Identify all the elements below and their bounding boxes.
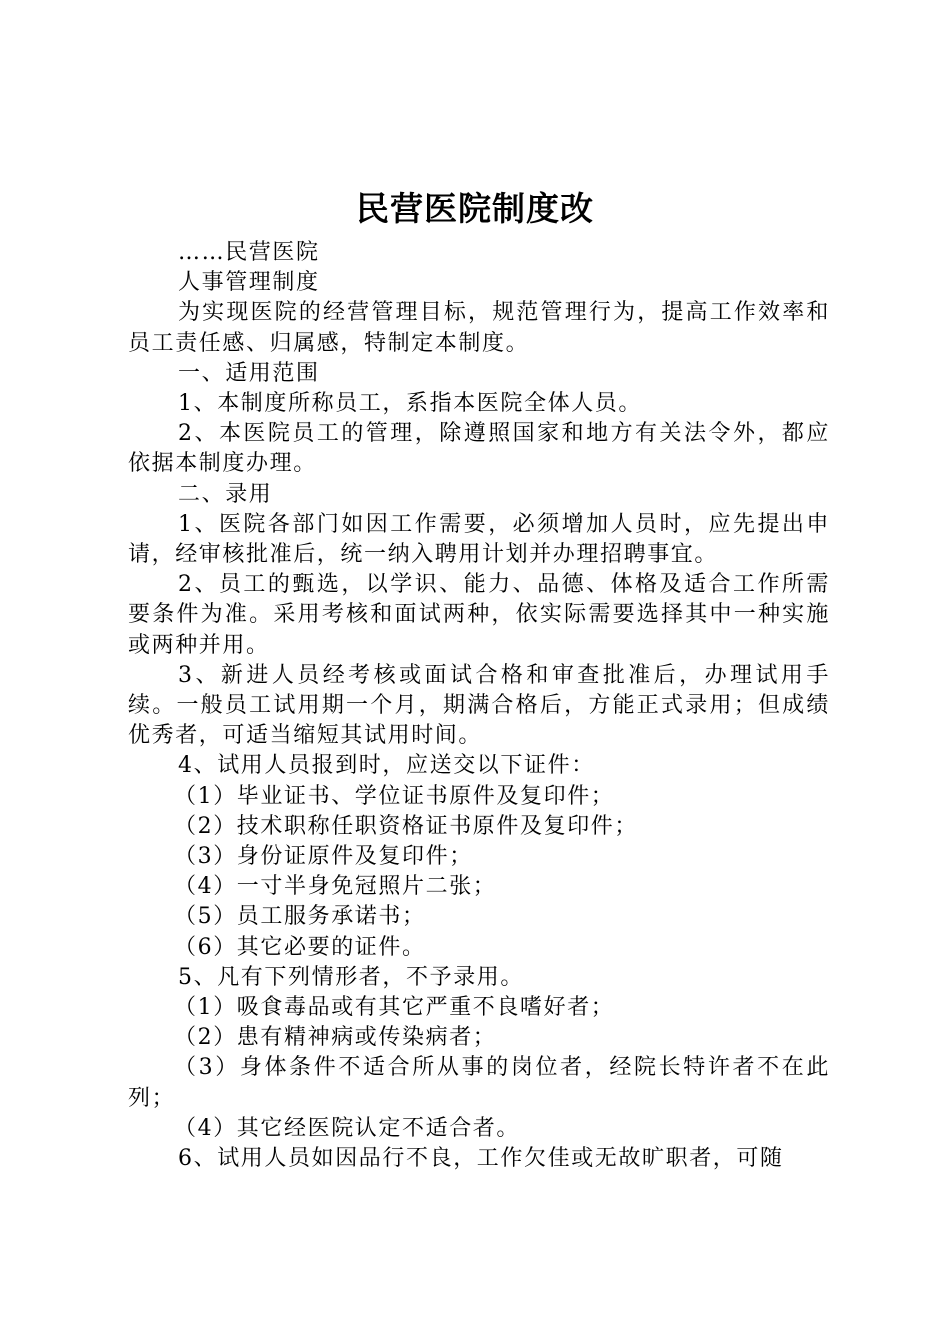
list-item-exclusion-3: （3）身体条件不适合所从事的岗位者，经院长特许者不在此列； <box>128 1055 830 1111</box>
list-item-documents-4: （4）一寸半身免冠照片二张； <box>174 874 497 900</box>
section-heading-hiring: 二、录用 <box>178 481 273 507</box>
list-item-documents-3: （3）身份证原件及复印件； <box>174 844 473 870</box>
paragraph-subtitle: 人事管理制度 <box>178 270 320 296</box>
list-item-documents-5: （5）员工服务承诺书； <box>174 904 426 930</box>
paragraph-scope-1: 1、本制度所称员工，系指本医院全体人员。 <box>178 391 642 417</box>
list-item-documents-1: （1）毕业证书、学位证书原件及复印件； <box>174 783 615 809</box>
paragraph-scope-2: 2、本医院员工的管理，除遵照国家和地方有关法令外，都应依据本制度办理。 <box>128 421 830 477</box>
section-heading-scope: 一、适用范围 <box>178 360 320 386</box>
paragraph-hiring-2: 2、员工的甄选，以学识、能力、品德、体格及适合工作所需要条件为准。采用考核和面试两种，依实际需要选择其中一种实施或两种并用。 <box>128 572 830 658</box>
list-item-documents-6: （6）其它必要的证件。 <box>174 934 426 960</box>
list-item-exclusion-2: （2）患有精神病或传染病者； <box>174 1025 497 1051</box>
paragraph-hiring-1: 1、医院各部门如因工作需要，必须增加人员时，应先提出申请，经审核批准后，统一纳入聘用计划并办理招聘事宜。 <box>128 511 830 568</box>
paragraph-hospital-name: ……民营医院 <box>178 240 320 265</box>
paragraph-hiring-5: 5、凡有下列情形者，不予录用。 <box>178 964 524 990</box>
document-body <box>128 238 830 1174</box>
list-item-documents-2: （2）技术职称任职资格证书原件及复印件； <box>174 813 638 839</box>
list-item-exclusion-1: （1）吸食毒品或有其它严重不良嗜好者； <box>174 995 615 1021</box>
paragraph-hiring-3: 3、新进人员经考核或面试合格和审查批准后，办理试用手续。一般员工试用期一个月，期满合格后，方能正式录用；但成绩优秀者，可适当缩短其试用时间。 <box>128 662 830 749</box>
paragraph-intro: 为实现医院的经营管理目标，规范管理行为，提高工作效率和员工责任感、归属感，特制定本制度。 <box>128 300 830 356</box>
paragraph-hiring-4: 4、试用人员报到时，应送交以下证件： <box>178 753 595 779</box>
paragraph-hiring-6: 6、试用人员如因品行不良，工作欠佳或无故旷职者，可随 <box>178 1146 784 1172</box>
list-item-exclusion-4: （4）其它经医院认定不适合者。 <box>174 1115 520 1141</box>
document-title: 民营医院制度改 <box>356 189 594 228</box>
